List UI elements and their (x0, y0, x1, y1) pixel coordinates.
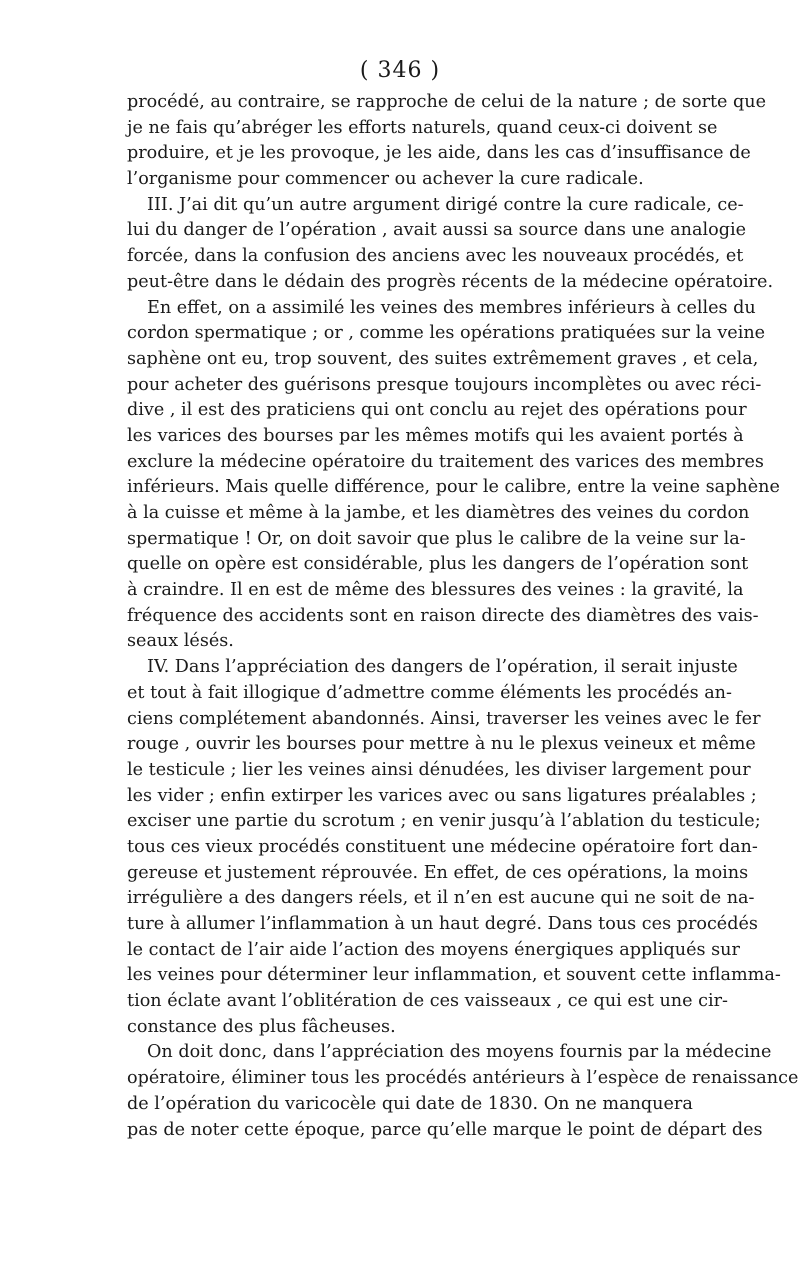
text-line: dive , il est des praticiens qui ont conclu au rejet des opérations pour (127, 400, 747, 421)
text-line: irrégulière a des dangers réels, et il n’en est aucune qui ne soit de na- (127, 888, 755, 909)
text-line: procédé, au contraire, se rapproche de celui de la nature ; de sorte que (127, 92, 767, 112)
text-line: constance des plus fâcheuses. (127, 1016, 396, 1037)
text-line: cordon spermatique ; or , comme les opérations pratiquées sur la veine (127, 323, 766, 344)
text-line: produire, et je les provoque, je les aide, dans les cas d’insuffisance de (127, 143, 751, 164)
text-line: forcée, dans la confusion des anciens avec les nouveaux procédés, et (127, 246, 744, 267)
text-line: opératoire, éliminer tous les procédés antérieurs à l’espèce de renaissance (127, 1068, 799, 1089)
text-line: IV. Dans l’appréciation des dangers de l’opération, il serait injuste (147, 657, 738, 678)
text-body (127, 90, 799, 1143)
text-line: quelle on opère est considérable, plus les dangers de l’opération sont (127, 554, 749, 575)
paragraph-5 (127, 1040, 799, 1143)
text-line: ture à allumer l’inflammation à un haut degré. Dans tous ces procédés (127, 914, 758, 934)
text-line: exciser une partie du scrotum ; en venir jusqu’à l’ablation du testicule; (127, 811, 761, 832)
text-line: rouge , ouvrir les bourses pour mettre à nu le plexus veineux et même (127, 734, 756, 755)
text-line: l’organisme pour commencer ou achever la cure radicale. (127, 169, 644, 190)
text-line: III. J’ai dit qu’un autre argument dirigé contre la cure radicale, ce- (147, 194, 744, 215)
text-line: les vider ; enfin extirper les varices avec ou sans ligatures préalables ; (127, 785, 757, 806)
text-line: le contact de l’air aide l’action des moyens énergiques appliqués sur (127, 939, 740, 960)
text-line: lui du danger de l’opération , avait aussi sa source dans une analogie (127, 220, 747, 241)
paragraph-4 (127, 655, 781, 1040)
text-line: de l’opération du varicocèle qui date de 1830. On ne manquera (127, 1093, 693, 1114)
text-line: à craindre. Il en est de même des blessures des veines : la gravité, la (127, 580, 744, 601)
text-line: exclure la médecine opératoire du traitement des varices des membres (127, 451, 764, 472)
text-line: saphène ont eu, trop souvent, des suites extrêmement graves , et cela, (127, 348, 759, 369)
text-line: peut-être dans le dédain des progrès récents de la médecine opératoire. (127, 271, 774, 292)
text-line: En effet, on a assimilé les veines des membres inférieurs à celles du (147, 297, 756, 318)
text-line: ciens complétement abandonnés. Ainsi, traverser les veines avec le fer (127, 708, 761, 729)
text-line: gereuse et justement réprouvée. En effet, de ces opérations, la moins (127, 862, 749, 883)
text-line: fréquence des accidents sont en raison directe des diamètres des vais- (127, 605, 759, 626)
paragraph-3 (127, 296, 780, 656)
page-number: ( 346 ) (359, 58, 441, 83)
text-line: pour acheter des guérisons presque toujours incomplètes ou avec réci- (127, 374, 762, 395)
text-line: tion éclate avant l’oblitération de ces vaisseaux , ce qui est une cir- (127, 991, 728, 1012)
text-line: et tout à fait illogique d’admettre comme éléments les procédés an- (127, 682, 732, 703)
text-line: inférieurs. Mais quelle différence, pour le calibre, entre la veine saphène (127, 477, 780, 498)
text-line: je ne fais qu’abréger les efforts naturels, quand ceux-ci doivent se (127, 117, 718, 138)
paragraph-2 (127, 193, 774, 296)
text-line: les veines pour déterminer leur inflammation, et souvent cette inflamma- (127, 965, 781, 986)
text-line: On doit donc, dans l’appréciation des moyens fournis par la médecine (147, 1042, 772, 1063)
paragraph-1 (127, 90, 767, 193)
text-line: pas de noter cette époque, parce qu’elle marque le point de départ des (127, 1119, 763, 1140)
text-line: spermatique ! Or, on doit savoir que plus le calibre de la veine sur la- (127, 528, 746, 549)
text-line: seaux lésés. (127, 631, 234, 652)
text-line: les varices des bourses par les mêmes motifs qui les avaient portés à (127, 425, 744, 446)
text-line: le testicule ; lier les veines ainsi dénudées, les diviser largement pour (127, 759, 751, 780)
text-line: à la cuisse et même à la jambe, et les diamètres des veines du cordon (127, 503, 750, 523)
text-line: tous ces vieux procédés constituent une médecine opératoire fort dan- (127, 836, 758, 857)
